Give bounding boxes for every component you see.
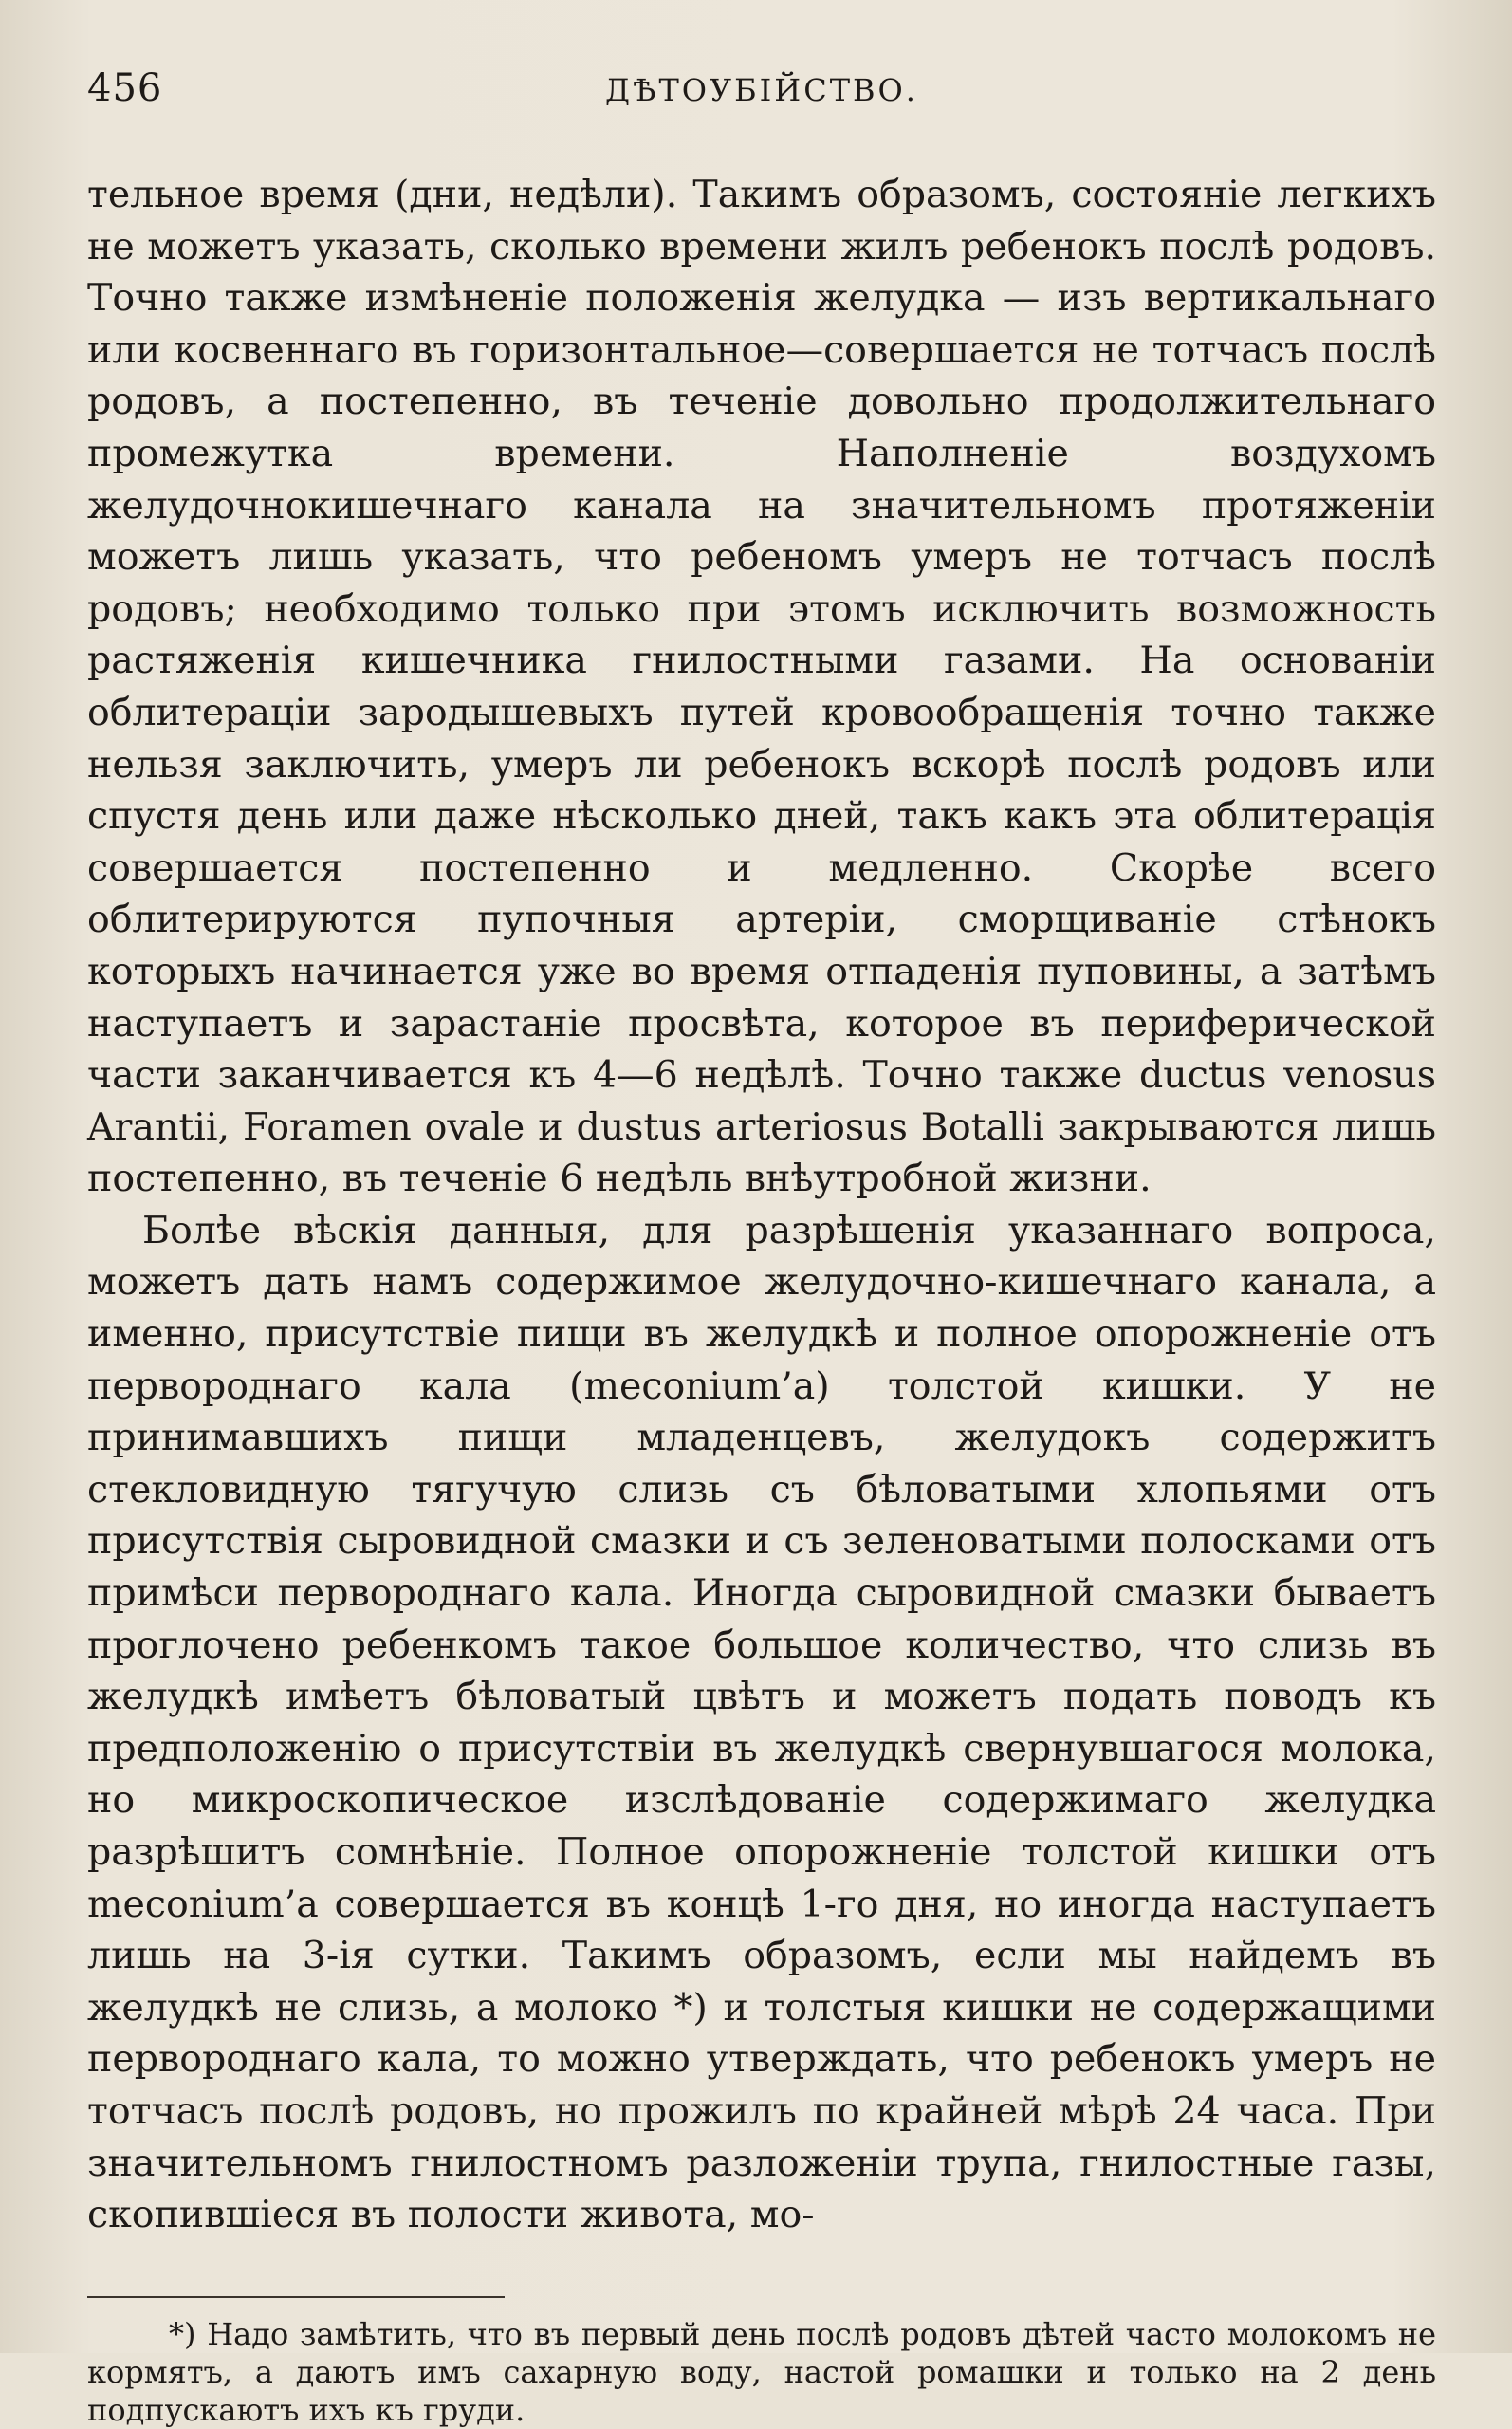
page-number: 456 bbox=[87, 66, 163, 110]
page-header bbox=[87, 66, 1436, 123]
paragraph: тельное время (дни, недѣли). Такимъ образомъ, состояніе легкихъ не можетъ указать, сколько времени жилъ ребенокъ послѣ родовъ. Точно также измѣненіе положенія желудка — изъ вертикальнаго или косвеннаго въ горизонтальное—совершается не тотчасъ послѣ родовъ, а постепенно, въ теченіе довольно продолжительнаго промежутка времени. Наполненіе воздухомъ желудочнокишечнаго канала на значительномъ протяженіи можетъ лишь указать, что ребеномъ умеръ не тотчасъ послѣ родовъ; необходимо только при этомъ исключить возможность растяженія кишечника гнилостными газами. На основаніи облитераціи зародышевыхъ путей кровообращенія точно также нельзя заключить, умеръ ли ребенокъ вскорѣ послѣ родовъ или спустя день или даже нѣсколько дней, такъ какъ эта облитерація совершается постепенно и медленно. Скорѣе всего облитерируются пупочныя артеріи, сморщиваніе стѣнокъ которыхъ начинается уже во время отпаденія пуповины, а затѣмъ наступаетъ и зарастаніе просвѣта, которое въ периферической части заканчивается къ 4—6 недѣлѣ. Точно также ductus venosus Arantii, Foramen ovale и dustus arteriosus Botalli закрываются лишь постепенно, въ теченіе 6 недѣль внѣутробной жизни. bbox=[87, 173, 1436, 1201]
body-text bbox=[87, 169, 1436, 2241]
running-title: ДѢТОУБІЙСТВО. bbox=[605, 72, 918, 108]
paragraph: Болѣе вѣскія данныя, для разрѣшенія указаннаго вопроса, можетъ дать намъ содержимое желудочно-кишечнаго канала, а именно, присутствіе пищи въ желудкѣ и полное опорожненіе отъ первороднаго кала (meconium’а) толстой кишки. У не принимавшихъ пищи младенцевъ, желудокъ содержитъ стекловидную тягучую слизь съ бѣловатыми хлопьями отъ присутствія сыровидной смазки и съ зеленоватыми полосками отъ примѣси первороднаго кала. Иногда сыровидной смазки бываетъ проглочено ребенкомъ такое большое количество, что слизь въ желудкѣ имѣетъ бѣловатый цвѣтъ и можетъ подать поводъ къ предположенію о присутствіи въ желудкѣ свернувшагося молока, но микроскопическое изслѣдованіе содержимаго желудка разрѣшитъ сомнѣніе. Полное опорожненіе толстой кишки отъ meconium’а совершается въ концѣ 1-го дня, но иногда наступаетъ лишь на 3-ія сутки. Такимъ образомъ, если мы найдемъ въ желудкѣ не слизь, а молоко *) и толстыя кишки не содержащими первороднаго кала, то можно утверждать, что ребенокъ умеръ не тотчасъ послѣ родовъ, но прожилъ по крайней мѣрѣ 24 часа. При значительномъ гнилостномъ разложеніи трупа, гнилостные газы, скопившіеся въ полости живота, мо- bbox=[87, 1208, 1436, 2237]
footnote: *) Надо замѣтить, что въ первый день послѣ родовъ дѣтей часто молокомъ не кормятъ, а даютъ имъ сахарную воду, настой ромашки и только на 2 день подпускаютъ ихъ къ груди. bbox=[87, 2315, 1436, 2428]
footnote-divider bbox=[87, 2296, 505, 2298]
